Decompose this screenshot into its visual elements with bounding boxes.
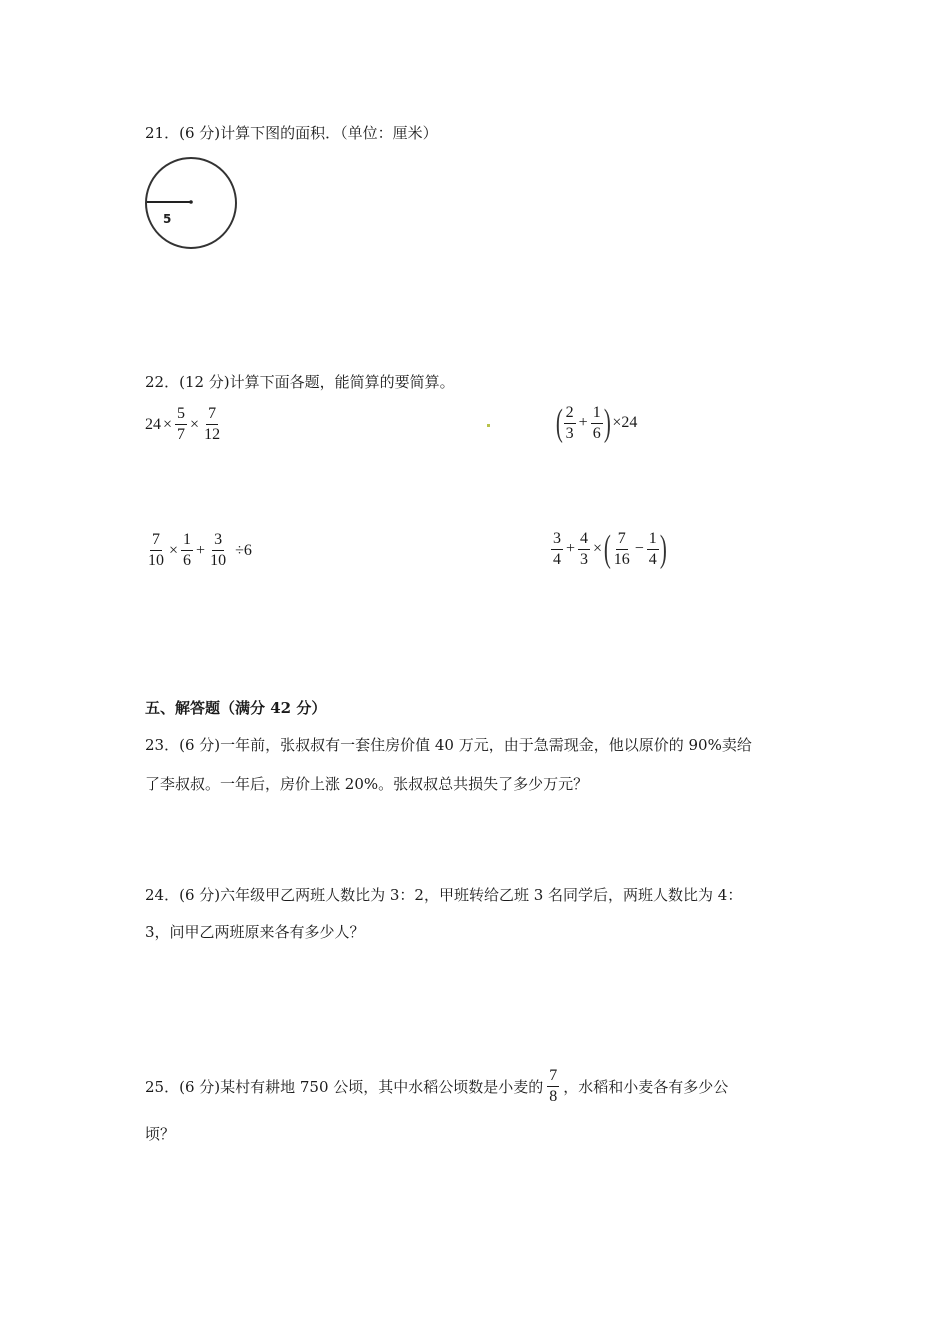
question-23-line2: 了李叔叔。一年后，房价上涨 20%。张叔叔总共损失了多少万元？ — [145, 775, 589, 793]
expr3-operator: ÷6 — [235, 541, 252, 559]
expr3-fraction: $\frac{1}{6}$ — [183, 531, 192, 569]
question-23-line1: 23．(6 分)一年前，张叔叔有一套住房价值 40 万元，由于急需现金，他以原价的 90%卖给 — [145, 736, 752, 754]
expr2-fraction: $\frac{2}{3}$ — [565, 403, 574, 442]
circle-figure — [143, 155, 241, 253]
expression-3 — [145, 532, 254, 569]
radius-label: 5 — [163, 212, 172, 226]
expr4-fraction: $\frac{7}{16}$ — [613, 529, 630, 568]
question-25-fraction: $\frac{7}{8}$ — [549, 1067, 558, 1105]
question-24-line1: 24．(6 分)六年级甲乙两班人数比为 3：2，甲班转给乙班 3 名同学后，两班人数比为 4： — [145, 886, 743, 904]
question-22-text: 22．(12 分)计算下面各题，能简算的要简算。 — [145, 373, 455, 391]
expr3-operator: × — [169, 541, 179, 559]
question-24-line2: 3，问甲乙两班原来各有多少人？ — [145, 923, 365, 941]
expr1-operator: × — [190, 415, 200, 433]
expr1-integer: 24 — [145, 415, 161, 433]
expr1-fraction: $\frac{5}{7}$ — [177, 405, 186, 443]
expr2-fraction: $\frac{1}{6}$ — [592, 403, 601, 442]
expr3-fraction: $\frac{7}{10}$ — [148, 531, 164, 569]
right-paren: ) — [603, 402, 611, 444]
expression-2 — [556, 404, 639, 442]
question-21-text: 21．(6 分)计算下图的面积．（单位：厘米） — [145, 124, 438, 142]
stray-dot — [487, 424, 490, 427]
expr4-operator: × — [593, 540, 603, 557]
expr4-operator: − — [634, 540, 644, 557]
left-paren: ( — [555, 402, 563, 444]
expr4-fraction: $\frac{4}{3}$ — [580, 529, 589, 568]
expr3-operator: + — [196, 541, 206, 559]
question-25-line1 — [145, 1068, 728, 1105]
expr4-fraction: $\frac{1}{4}$ — [648, 529, 657, 568]
expr4-fraction: $\frac{3}{4}$ — [553, 529, 561, 568]
circle-center — [189, 200, 193, 204]
expression-1 — [145, 406, 223, 443]
expr2-operator: + — [578, 414, 588, 431]
expr2-operator: ×24 — [612, 414, 638, 431]
expr1-operator: × — [163, 415, 173, 433]
question-25-text-cont: ，水稻和小麦各有多少公 — [563, 1078, 729, 1096]
question-25-line2: 顷？ — [145, 1125, 176, 1143]
right-paren: ) — [659, 528, 667, 570]
expr1-fraction: $\frac{7}{12}$ — [204, 405, 221, 443]
question-25-text: 25．(6 分)某村有耕地 750 公顷，其中水稻公顷数是小麦的 — [145, 1078, 544, 1096]
expression-4 — [550, 530, 666, 568]
section-title: 五、解答题（满分 42 分） — [145, 699, 327, 717]
left-paren: ( — [603, 528, 611, 570]
expr3-fraction: $\frac{3}{10}$ — [210, 531, 227, 569]
expr4-operator: + — [566, 540, 576, 557]
